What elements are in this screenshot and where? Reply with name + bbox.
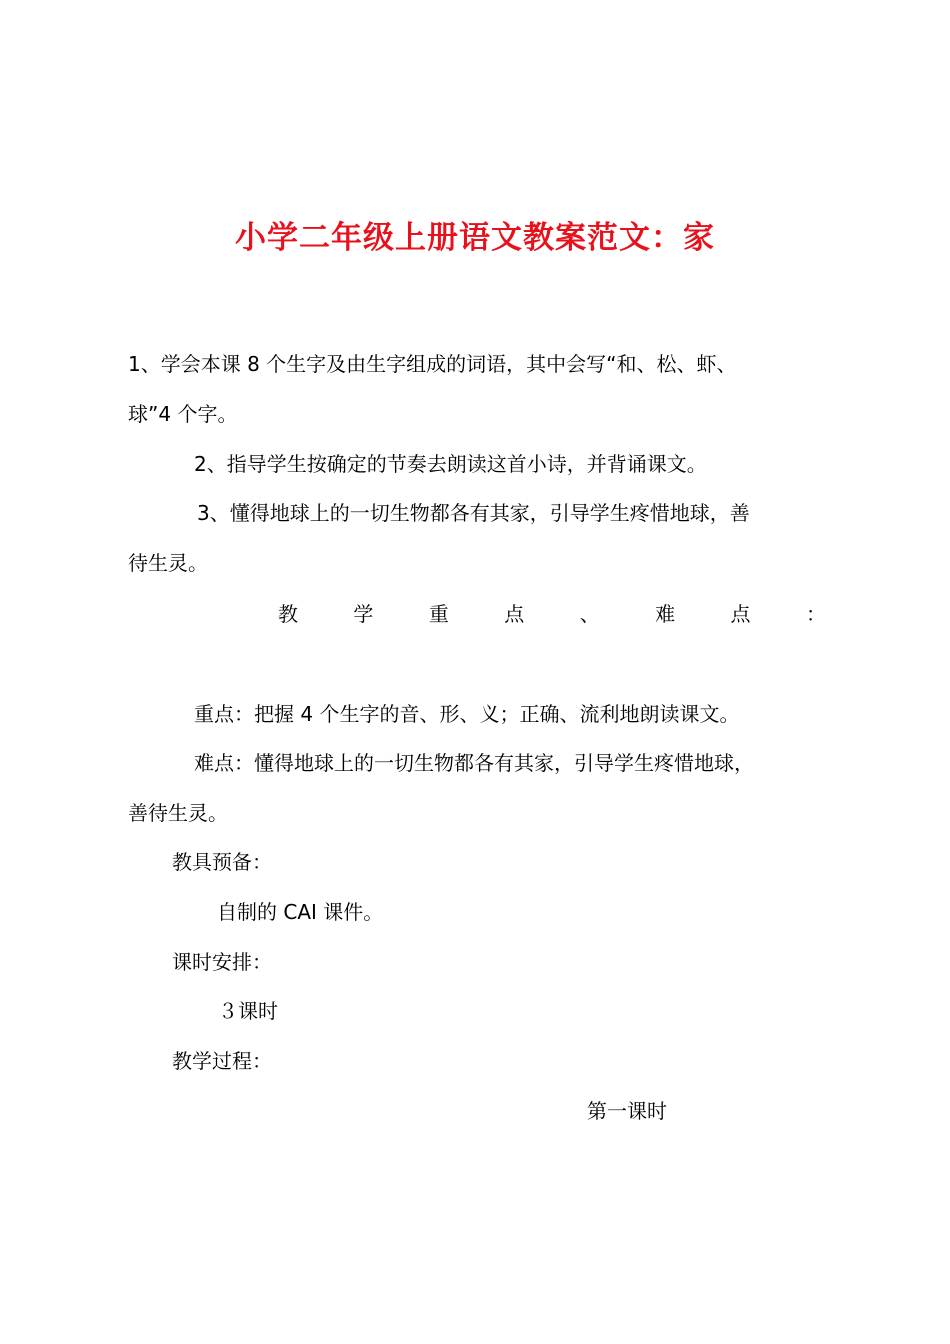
schedule-label: 课时安排： <box>172 950 272 974</box>
objective-3-line-1: 3、懂得地球上的一切生物都各有其家，引导学生疼惜地球，善 <box>197 501 750 525</box>
key-points-heading-char: 教 <box>278 602 298 626</box>
difficult-point-line-1: 难点：懂得地球上的一切生物都各有其家，引导学生疼惜地球， <box>194 751 754 775</box>
objective-1-line-1: 1、学会本课 8 个生字及由生字组成的词语，其中会写“和、松、虾、 <box>128 352 737 376</box>
key-points-heading <box>278 600 826 628</box>
teaching-aids-label: 教具预备： <box>172 850 272 874</box>
schedule-value: ３课时 <box>218 999 278 1023</box>
document-title: 小学二年级上册语文教案范文：家 <box>235 220 715 256</box>
key-points-heading-char: 点 <box>504 602 525 626</box>
objective-2: 2、指导学生按确定的节奏去朗读这首小诗，并背诵课文。 <box>194 452 707 476</box>
key-point: 重点：把握 4 个生字的音、形、义；正确、流利地朗读课文。 <box>194 702 740 726</box>
objective-3-line-2: 待生灵。 <box>128 551 208 575</box>
key-points-heading-char: ： <box>805 602 826 626</box>
key-points-heading-char: 、 <box>579 602 600 626</box>
key-points-heading-char: 点 <box>730 602 751 626</box>
difficult-point-line-2: 善待生灵。 <box>128 801 228 825</box>
teaching-aids-value: 自制的 CAI 课件。 <box>217 900 384 924</box>
key-points-heading-char: 难 <box>655 602 676 626</box>
objective-1-line-2: 球”4 个字。 <box>128 402 238 426</box>
key-points-heading-char: 重 <box>428 602 449 626</box>
key-points-heading-char: 学 <box>353 602 374 626</box>
lesson-heading: 第一课时 <box>587 1099 667 1123</box>
process-label: 教学过程： <box>172 1049 272 1073</box>
